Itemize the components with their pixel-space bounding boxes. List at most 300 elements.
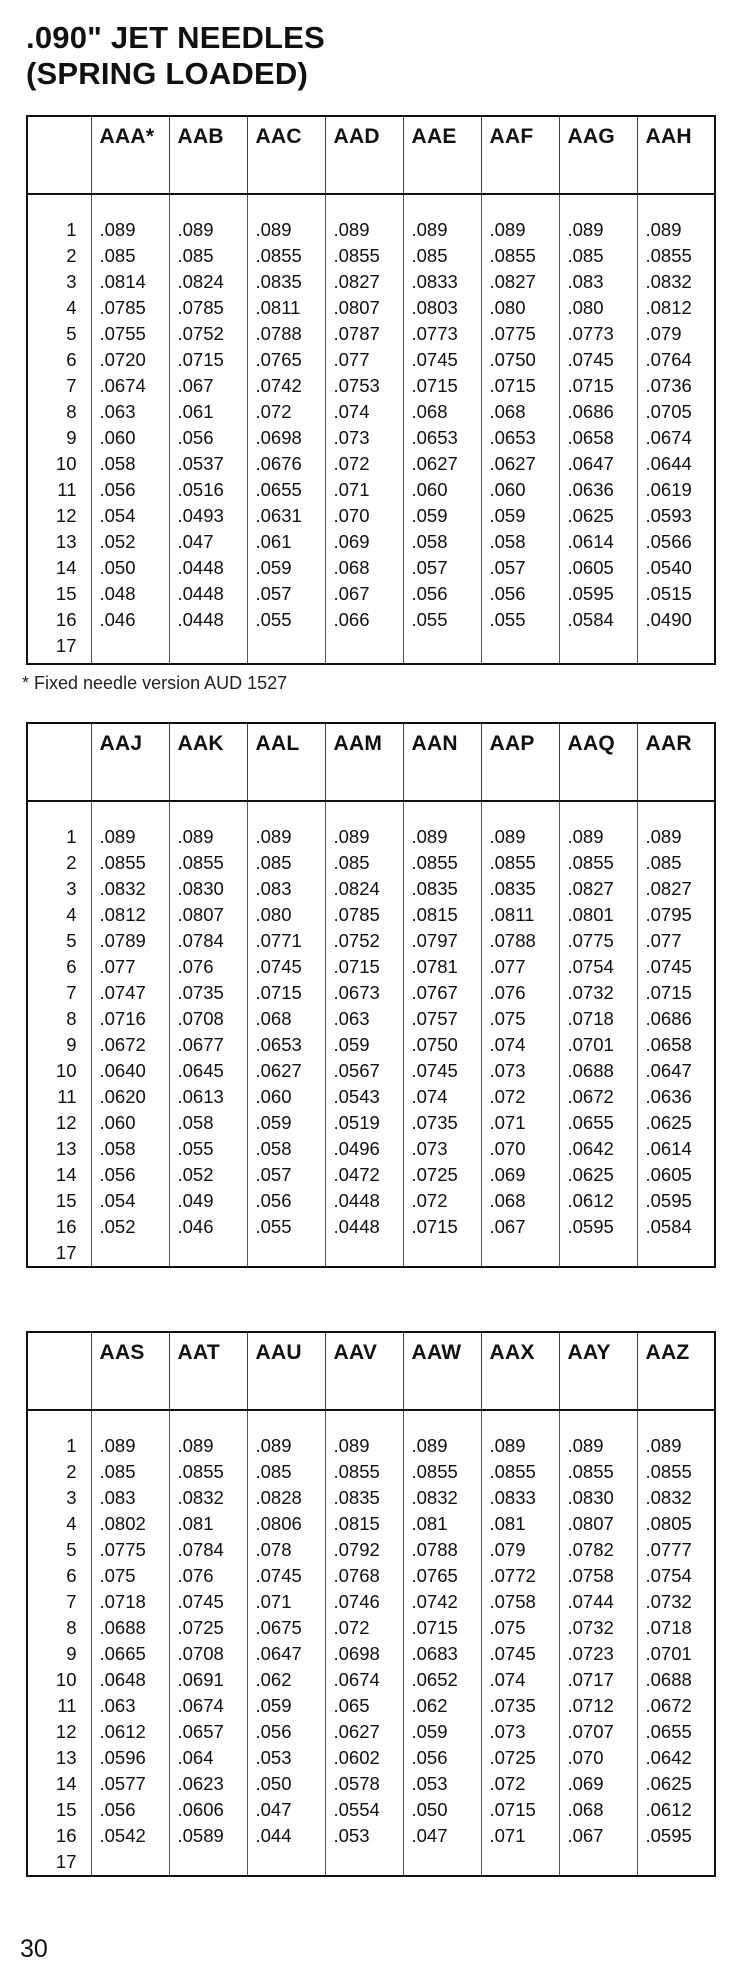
needle-diameter-value: .053 xyxy=(333,1825,370,1846)
needle-diameter-value: .0827 xyxy=(645,878,692,899)
needle-diameter-value: .089 xyxy=(489,219,526,240)
needle-diameter-value: .089 xyxy=(645,826,682,847)
needle-diameter-value: .0672 xyxy=(99,1034,146,1055)
needle-diameter-value: .0448 xyxy=(177,583,224,604)
row-number: 2 xyxy=(66,245,77,266)
needle-diameter-value: .0683 xyxy=(411,1643,458,1664)
needle-diameter-value: .063 xyxy=(333,1008,370,1029)
row-number: 16 xyxy=(55,1825,77,1846)
needle-diameter-value: .0773 xyxy=(411,323,458,344)
needle-diameter-value: .0805 xyxy=(645,1513,692,1534)
needle-diameter-value: .089 xyxy=(645,1435,682,1456)
needle-diameter-value: .0735 xyxy=(177,982,224,1003)
needle-diameter-value: .0448 xyxy=(177,609,224,630)
needle-diameter-value: .068 xyxy=(255,1008,292,1029)
needle-diameter-value: .0855 xyxy=(99,852,146,873)
needle-diameter-value: .077 xyxy=(333,349,370,370)
needle-diameter-value: .083 xyxy=(99,1487,136,1508)
needle-diameter-value: .0578 xyxy=(333,1773,380,1794)
needle-diameter-value: .074 xyxy=(489,1034,526,1055)
needle-column xyxy=(247,194,325,664)
needle-diameter-value: .056 xyxy=(255,1190,292,1211)
needle-diameter-value: .0742 xyxy=(411,1591,458,1612)
needle-diameter-value: .060 xyxy=(99,427,136,448)
needle-diameter-value: .0758 xyxy=(567,1565,614,1586)
needle-diameter-value: .0716 xyxy=(99,1008,146,1029)
needle-diameter-value: .057 xyxy=(489,557,526,578)
needle-diameter-value: .089 xyxy=(255,826,292,847)
needle-diameter-value: .060 xyxy=(411,479,448,500)
needle-diameter-value: .089 xyxy=(645,219,682,240)
needle-diameter-value: .0855 xyxy=(411,852,458,873)
needle-diameter-value: .0625 xyxy=(567,505,614,526)
needle-diameter-value: .0855 xyxy=(255,245,302,266)
needle-diameter-value: .070 xyxy=(333,505,370,526)
row-number: 4 xyxy=(66,1513,77,1534)
needle-diameter-value: .0715 xyxy=(411,375,458,396)
needle-diameter-value: .055 xyxy=(177,1138,214,1159)
needle-diameter-value: .0795 xyxy=(645,904,692,925)
needle-diameter-value: .081 xyxy=(489,1513,526,1534)
needle-diameter-value: .0768 xyxy=(333,1565,380,1586)
needle-diameter-value: .0745 xyxy=(255,1565,302,1586)
column-header: AAV xyxy=(325,1332,403,1410)
needle-diameter-value: .0773 xyxy=(567,323,614,344)
needle-diameter-value: .0718 xyxy=(99,1591,146,1612)
needle-diameter-value: .0593 xyxy=(645,505,692,526)
needle-diameter-value: .044 xyxy=(255,1825,292,1846)
footnote: * Fixed needle version AUD 1527 xyxy=(22,673,288,693)
needle-diameter-value: .0785 xyxy=(333,904,380,925)
needle-diameter-value: .0542 xyxy=(99,1825,146,1846)
needle-diameter-value: .067 xyxy=(489,1216,526,1237)
needle-diameter-value: .0745 xyxy=(411,349,458,370)
needle-diameter-value: .0732 xyxy=(567,982,614,1003)
row-number: 9 xyxy=(66,1643,77,1664)
needle-diameter-value: .0707 xyxy=(567,1721,614,1742)
row-number: 16 xyxy=(55,609,77,630)
needle-diameter-value: .0712 xyxy=(567,1695,614,1716)
needle-diameter-value: .0788 xyxy=(489,930,536,951)
row-number: 11 xyxy=(57,479,77,500)
needle-diameter-value: .0625 xyxy=(645,1773,692,1794)
column-header: AAF xyxy=(481,116,559,194)
needle-diameter-value: .0640 xyxy=(99,1060,146,1081)
needle-diameter-value: .068 xyxy=(567,1799,604,1820)
row-number: 13 xyxy=(55,1138,77,1159)
needle-diameter-value: .057 xyxy=(255,1164,292,1185)
needle-diameter-value: .0614 xyxy=(567,531,614,552)
needle-diameter-value: .0775 xyxy=(489,323,536,344)
jet-needle-table-1 xyxy=(26,115,716,665)
needle-diameter-value: .0855 xyxy=(333,1461,380,1482)
needle-diameter-value: .0715 xyxy=(489,375,536,396)
needle-diameter-value: .0835 xyxy=(255,271,302,292)
needle-diameter-value: .0745 xyxy=(177,1591,224,1612)
needle-diameter-value: .0807 xyxy=(177,904,224,925)
needle-diameter-value: .089 xyxy=(177,826,214,847)
needle-diameter-value: .085 xyxy=(333,852,370,873)
needle-column xyxy=(403,801,481,1267)
needle-diameter-value: .074 xyxy=(333,401,370,422)
needle-diameter-value: .0745 xyxy=(567,349,614,370)
needle-diameter-value: .0490 xyxy=(645,609,692,630)
needle-diameter-value: .067 xyxy=(177,375,214,396)
needle-column xyxy=(247,1410,325,1876)
needle-diameter-value: .0767 xyxy=(411,982,458,1003)
column-header: AAH xyxy=(637,116,715,194)
needle-diameter-value: .079 xyxy=(489,1539,526,1560)
needle-diameter-value: .0775 xyxy=(99,1539,146,1560)
needle-diameter-value: .0691 xyxy=(177,1669,224,1690)
column-header: AAE xyxy=(403,116,481,194)
needle-diameter-value: .069 xyxy=(567,1773,604,1794)
needle-diameter-value: .0448 xyxy=(333,1216,380,1237)
needle-diameter-value: .0596 xyxy=(99,1747,146,1768)
needle-diameter-value: .089 xyxy=(489,1435,526,1456)
needle-diameter-value: .056 xyxy=(411,583,448,604)
needle-diameter-value: .056 xyxy=(99,479,136,500)
column-header: AAL xyxy=(247,723,325,801)
needle-diameter-value: .0752 xyxy=(333,930,380,951)
row-number: 9 xyxy=(66,427,77,448)
row-number: 1 xyxy=(66,826,77,847)
needle-diameter-value: .065 xyxy=(333,1695,370,1716)
column-header: AAY xyxy=(559,1332,637,1410)
column-header: AAK xyxy=(169,723,247,801)
needle-diameter-value: .072 xyxy=(333,453,370,474)
needle-diameter-value: .070 xyxy=(567,1747,604,1768)
needle-diameter-value: .0554 xyxy=(333,1799,380,1820)
needle-diameter-value: .0625 xyxy=(645,1112,692,1133)
needle-diameter-value: .0584 xyxy=(567,609,614,630)
needle-diameter-value: .0647 xyxy=(567,453,614,474)
needle-diameter-value: .0747 xyxy=(99,982,146,1003)
row-number: 16 xyxy=(55,1216,77,1237)
needle-column xyxy=(91,1410,169,1876)
needle-diameter-value: .0655 xyxy=(255,479,302,500)
needle-diameter-value: .081 xyxy=(177,1513,214,1534)
row-number: 10 xyxy=(55,1060,77,1081)
needle-diameter-value: .0647 xyxy=(645,1060,692,1081)
header-corner xyxy=(27,116,91,194)
needle-diameter-value: .0595 xyxy=(645,1825,692,1846)
needle-diameter-value: .0705 xyxy=(645,401,692,422)
needle-diameter-value: .048 xyxy=(99,583,136,604)
needle-diameter-value: .0787 xyxy=(333,323,380,344)
needle-diameter-value: .0755 xyxy=(99,323,146,344)
needle-diameter-value: .053 xyxy=(411,1773,448,1794)
needle-diameter-value: .0815 xyxy=(411,904,458,925)
needle-diameter-value: .064 xyxy=(177,1747,214,1768)
needle-diameter-value: .058 xyxy=(489,531,526,552)
needle-diameter-value: .0674 xyxy=(645,427,692,448)
needle-diameter-value: .0771 xyxy=(255,930,302,951)
column-header: AAR xyxy=(637,723,715,801)
needle-column xyxy=(481,194,559,664)
needle-diameter-value: .0781 xyxy=(411,956,458,977)
needle-diameter-value: .0802 xyxy=(99,1513,146,1534)
needle-diameter-value: .0496 xyxy=(333,1138,380,1159)
row-number: 10 xyxy=(55,1669,77,1690)
needle-diameter-value: .054 xyxy=(99,1190,136,1211)
needle-column xyxy=(559,1410,637,1876)
needle-diameter-value: .0653 xyxy=(255,1034,302,1055)
row-number-column xyxy=(27,194,91,664)
needle-diameter-value: .089 xyxy=(489,826,526,847)
needle-diameter-value: .056 xyxy=(177,427,214,448)
needle-diameter-value: .0745 xyxy=(489,1643,536,1664)
needle-diameter-value: .058 xyxy=(411,531,448,552)
needle-diameter-value: .0807 xyxy=(333,297,380,318)
needle-diameter-value: .055 xyxy=(489,609,526,630)
needle-diameter-value: .052 xyxy=(177,1164,214,1185)
row-number: 15 xyxy=(55,1190,77,1211)
table-header-row xyxy=(27,1332,715,1410)
needle-diameter-value: .0645 xyxy=(177,1060,224,1081)
needle-diameter-value: .0602 xyxy=(333,1747,380,1768)
needle-diameter-value: .080 xyxy=(255,904,292,925)
needle-diameter-value: .047 xyxy=(411,1825,448,1846)
needle-column xyxy=(481,801,559,1267)
needle-diameter-value: .0744 xyxy=(567,1591,614,1612)
needle-diameter-value: .072 xyxy=(489,1086,526,1107)
needle-diameter-value: .073 xyxy=(489,1060,526,1081)
needle-diameter-value: .0493 xyxy=(177,505,224,526)
needle-diameter-value: .0612 xyxy=(567,1190,614,1211)
needle-diameter-value: .0832 xyxy=(645,271,692,292)
needle-diameter-value: .0698 xyxy=(333,1643,380,1664)
needle-diameter-value: .0652 xyxy=(411,1669,458,1690)
needle-diameter-value: .089 xyxy=(333,219,370,240)
needle-diameter-value: .076 xyxy=(177,956,214,977)
table-body-row xyxy=(27,194,715,664)
needle-diameter-value: .049 xyxy=(177,1190,214,1211)
needle-diameter-value: .0698 xyxy=(255,427,302,448)
table-body-row xyxy=(27,801,715,1267)
needle-diameter-value: .089 xyxy=(99,219,136,240)
needle-diameter-value: .0708 xyxy=(177,1008,224,1029)
needle-column xyxy=(169,194,247,664)
needle-diameter-value: .068 xyxy=(411,401,448,422)
needle-diameter-value: .0855 xyxy=(567,852,614,873)
needle-diameter-value: .0516 xyxy=(177,479,224,500)
needle-diameter-value: .0472 xyxy=(333,1164,380,1185)
needle-diameter-value: .0595 xyxy=(567,583,614,604)
needle-diameter-value: .0715 xyxy=(567,375,614,396)
needle-diameter-value: .055 xyxy=(411,609,448,630)
needle-column xyxy=(403,1410,481,1876)
needle-diameter-value: .0758 xyxy=(489,1591,536,1612)
needle-diameter-value: .0777 xyxy=(645,1539,692,1560)
row-number: 12 xyxy=(55,505,77,526)
needle-diameter-value: .073 xyxy=(489,1721,526,1742)
column-header: AAN xyxy=(403,723,481,801)
needle-diameter-value: .0715 xyxy=(333,956,380,977)
needle-diameter-value: .0725 xyxy=(411,1164,458,1185)
column-header: AAP xyxy=(481,723,559,801)
needle-column xyxy=(169,1410,247,1876)
needle-diameter-value: .063 xyxy=(99,401,136,422)
needle-diameter-value: .056 xyxy=(99,1164,136,1185)
table-body-row xyxy=(27,1410,715,1876)
needle-diameter-value: .052 xyxy=(99,531,136,552)
needle-diameter-value: .0785 xyxy=(99,297,146,318)
needle-diameter-value: .0855 xyxy=(177,1461,224,1482)
needle-diameter-value: .0701 xyxy=(567,1034,614,1055)
needle-diameter-value: .061 xyxy=(177,401,214,422)
needle-diameter-value: .0788 xyxy=(411,1539,458,1560)
needle-diameter-value: .0824 xyxy=(333,878,380,899)
needle-diameter-value: .0832 xyxy=(177,1487,224,1508)
needle-diameter-value: .0814 xyxy=(99,271,146,292)
needle-diameter-value: .085 xyxy=(177,245,214,266)
needle-diameter-value: .0627 xyxy=(255,1060,302,1081)
needle-diameter-value: .0642 xyxy=(645,1747,692,1768)
row-number: 4 xyxy=(66,297,77,318)
needle-diameter-value: .068 xyxy=(333,557,370,578)
header-corner xyxy=(27,723,91,801)
needle-diameter-value: .046 xyxy=(177,1216,214,1237)
needle-diameter-value: .085 xyxy=(567,245,604,266)
needle-diameter-value: .0784 xyxy=(177,1539,224,1560)
needle-diameter-value: .0815 xyxy=(333,1513,380,1534)
needle-diameter-value: .053 xyxy=(255,1747,292,1768)
needle-diameter-value: .0855 xyxy=(645,1461,692,1482)
needle-diameter-value: .0644 xyxy=(645,453,692,474)
needle-diameter-value: .0806 xyxy=(255,1513,302,1534)
needle-diameter-value: .0835 xyxy=(333,1487,380,1508)
needle-diameter-value: .0827 xyxy=(567,878,614,899)
needle-diameter-value: .074 xyxy=(489,1669,526,1690)
needle-diameter-value: .0801 xyxy=(567,904,614,925)
row-number: 14 xyxy=(55,1773,77,1794)
needle-diameter-value: .079 xyxy=(645,323,682,344)
row-number: 6 xyxy=(66,956,77,977)
needle-diameter-value: .073 xyxy=(333,427,370,448)
needle-diameter-value: .076 xyxy=(489,982,526,1003)
needle-diameter-value: .061 xyxy=(255,531,292,552)
needle-diameter-value: .0832 xyxy=(411,1487,458,1508)
row-number: 2 xyxy=(66,1461,77,1482)
needle-diameter-value: .080 xyxy=(489,297,526,318)
needle-diameter-value: .0855 xyxy=(645,245,692,266)
title-line-2: (SPRING LOADED) xyxy=(26,56,308,91)
row-number: 17 xyxy=(55,1242,77,1263)
needle-diameter-value: .0642 xyxy=(567,1138,614,1159)
row-number-column xyxy=(27,801,91,1267)
needle-diameter-value: .0855 xyxy=(177,852,224,873)
needle-diameter-value: .0812 xyxy=(645,297,692,318)
needle-diameter-value: .0448 xyxy=(333,1190,380,1211)
needle-diameter-value: .058 xyxy=(255,1138,292,1159)
needle-diameter-value: .089 xyxy=(411,826,448,847)
row-number: 1 xyxy=(66,219,77,240)
needle-diameter-value: .071 xyxy=(333,479,370,500)
needle-diameter-value: .0612 xyxy=(645,1799,692,1820)
needle-diameter-value: .0655 xyxy=(567,1112,614,1133)
needle-diameter-value: .074 xyxy=(411,1086,448,1107)
needle-diameter-value: .052 xyxy=(99,1216,136,1237)
needle-diameter-value: .068 xyxy=(489,1190,526,1211)
needle-diameter-value: .0676 xyxy=(255,453,302,474)
needle-diameter-value: .0448 xyxy=(177,557,224,578)
needle-diameter-value: .0745 xyxy=(645,956,692,977)
column-header: AAM xyxy=(325,723,403,801)
needle-diameter-value: .0715 xyxy=(411,1216,458,1237)
needle-diameter-value: .0636 xyxy=(567,479,614,500)
needle-diameter-value: .050 xyxy=(255,1773,292,1794)
needle-diameter-value: .068 xyxy=(489,401,526,422)
needle-diameter-value: .085 xyxy=(99,245,136,266)
needle-diameter-value: .072 xyxy=(333,1617,370,1638)
needle-diameter-value: .0606 xyxy=(177,1799,224,1820)
needle-diameter-value: .059 xyxy=(489,505,526,526)
row-number: 2 xyxy=(66,852,77,873)
row-number: 8 xyxy=(66,1008,77,1029)
needle-diameter-value: .058 xyxy=(177,1112,214,1133)
needle-diameter-value: .0833 xyxy=(489,1487,536,1508)
column-header: AAU xyxy=(247,1332,325,1410)
needle-diameter-value: .0665 xyxy=(99,1643,146,1664)
column-header: AAD xyxy=(325,116,403,194)
needle-diameter-value: .0832 xyxy=(99,878,146,899)
needle-diameter-value: .0824 xyxy=(177,271,224,292)
needle-diameter-value: .0797 xyxy=(411,930,458,951)
needle-column xyxy=(91,801,169,1267)
needle-diameter-value: .077 xyxy=(99,956,136,977)
needle-diameter-value: .089 xyxy=(333,1435,370,1456)
row-number: 11 xyxy=(57,1695,77,1716)
needle-diameter-value: .083 xyxy=(255,878,292,899)
needle-diameter-value: .073 xyxy=(411,1138,448,1159)
needle-diameter-value: .0688 xyxy=(567,1060,614,1081)
column-header: AAQ xyxy=(559,723,637,801)
needle-diameter-value: .0686 xyxy=(645,1008,692,1029)
needle-diameter-value: .050 xyxy=(411,1799,448,1820)
row-number: 17 xyxy=(55,635,77,656)
needle-column xyxy=(637,1410,715,1876)
needle-diameter-value: .089 xyxy=(333,826,370,847)
needle-diameter-value: .0655 xyxy=(645,1721,692,1742)
needle-diameter-value: .089 xyxy=(177,219,214,240)
needle-column xyxy=(403,194,481,664)
needle-diameter-value: .089 xyxy=(99,1435,136,1456)
needle-diameter-value: .0614 xyxy=(645,1138,692,1159)
needle-diameter-value: .0715 xyxy=(489,1799,536,1820)
jet-needle-table-2 xyxy=(26,722,716,1268)
needle-diameter-value: .055 xyxy=(255,609,292,630)
needle-diameter-value: .0723 xyxy=(567,1643,614,1664)
row-number: 17 xyxy=(55,1851,77,1872)
needle-diameter-value: .067 xyxy=(567,1825,604,1846)
needle-diameter-value: .0718 xyxy=(567,1008,614,1029)
needle-diameter-value: .046 xyxy=(99,609,136,630)
needle-diameter-value: .059 xyxy=(411,1721,448,1742)
needle-diameter-value: .0647 xyxy=(255,1643,302,1664)
needle-diameter-value: .0765 xyxy=(411,1565,458,1586)
needle-diameter-value: .0584 xyxy=(645,1216,692,1237)
needle-diameter-value: .058 xyxy=(99,453,136,474)
needle-diameter-value: .0855 xyxy=(489,852,536,873)
row-number: 9 xyxy=(66,1034,77,1055)
needle-diameter-value: .0835 xyxy=(489,878,536,899)
jet-needle-table-3 xyxy=(26,1331,716,1877)
needle-diameter-value: .0648 xyxy=(99,1669,146,1690)
needle-diameter-value: .0631 xyxy=(255,505,302,526)
needle-diameter-value: .075 xyxy=(489,1008,526,1029)
table-header-row xyxy=(27,723,715,801)
